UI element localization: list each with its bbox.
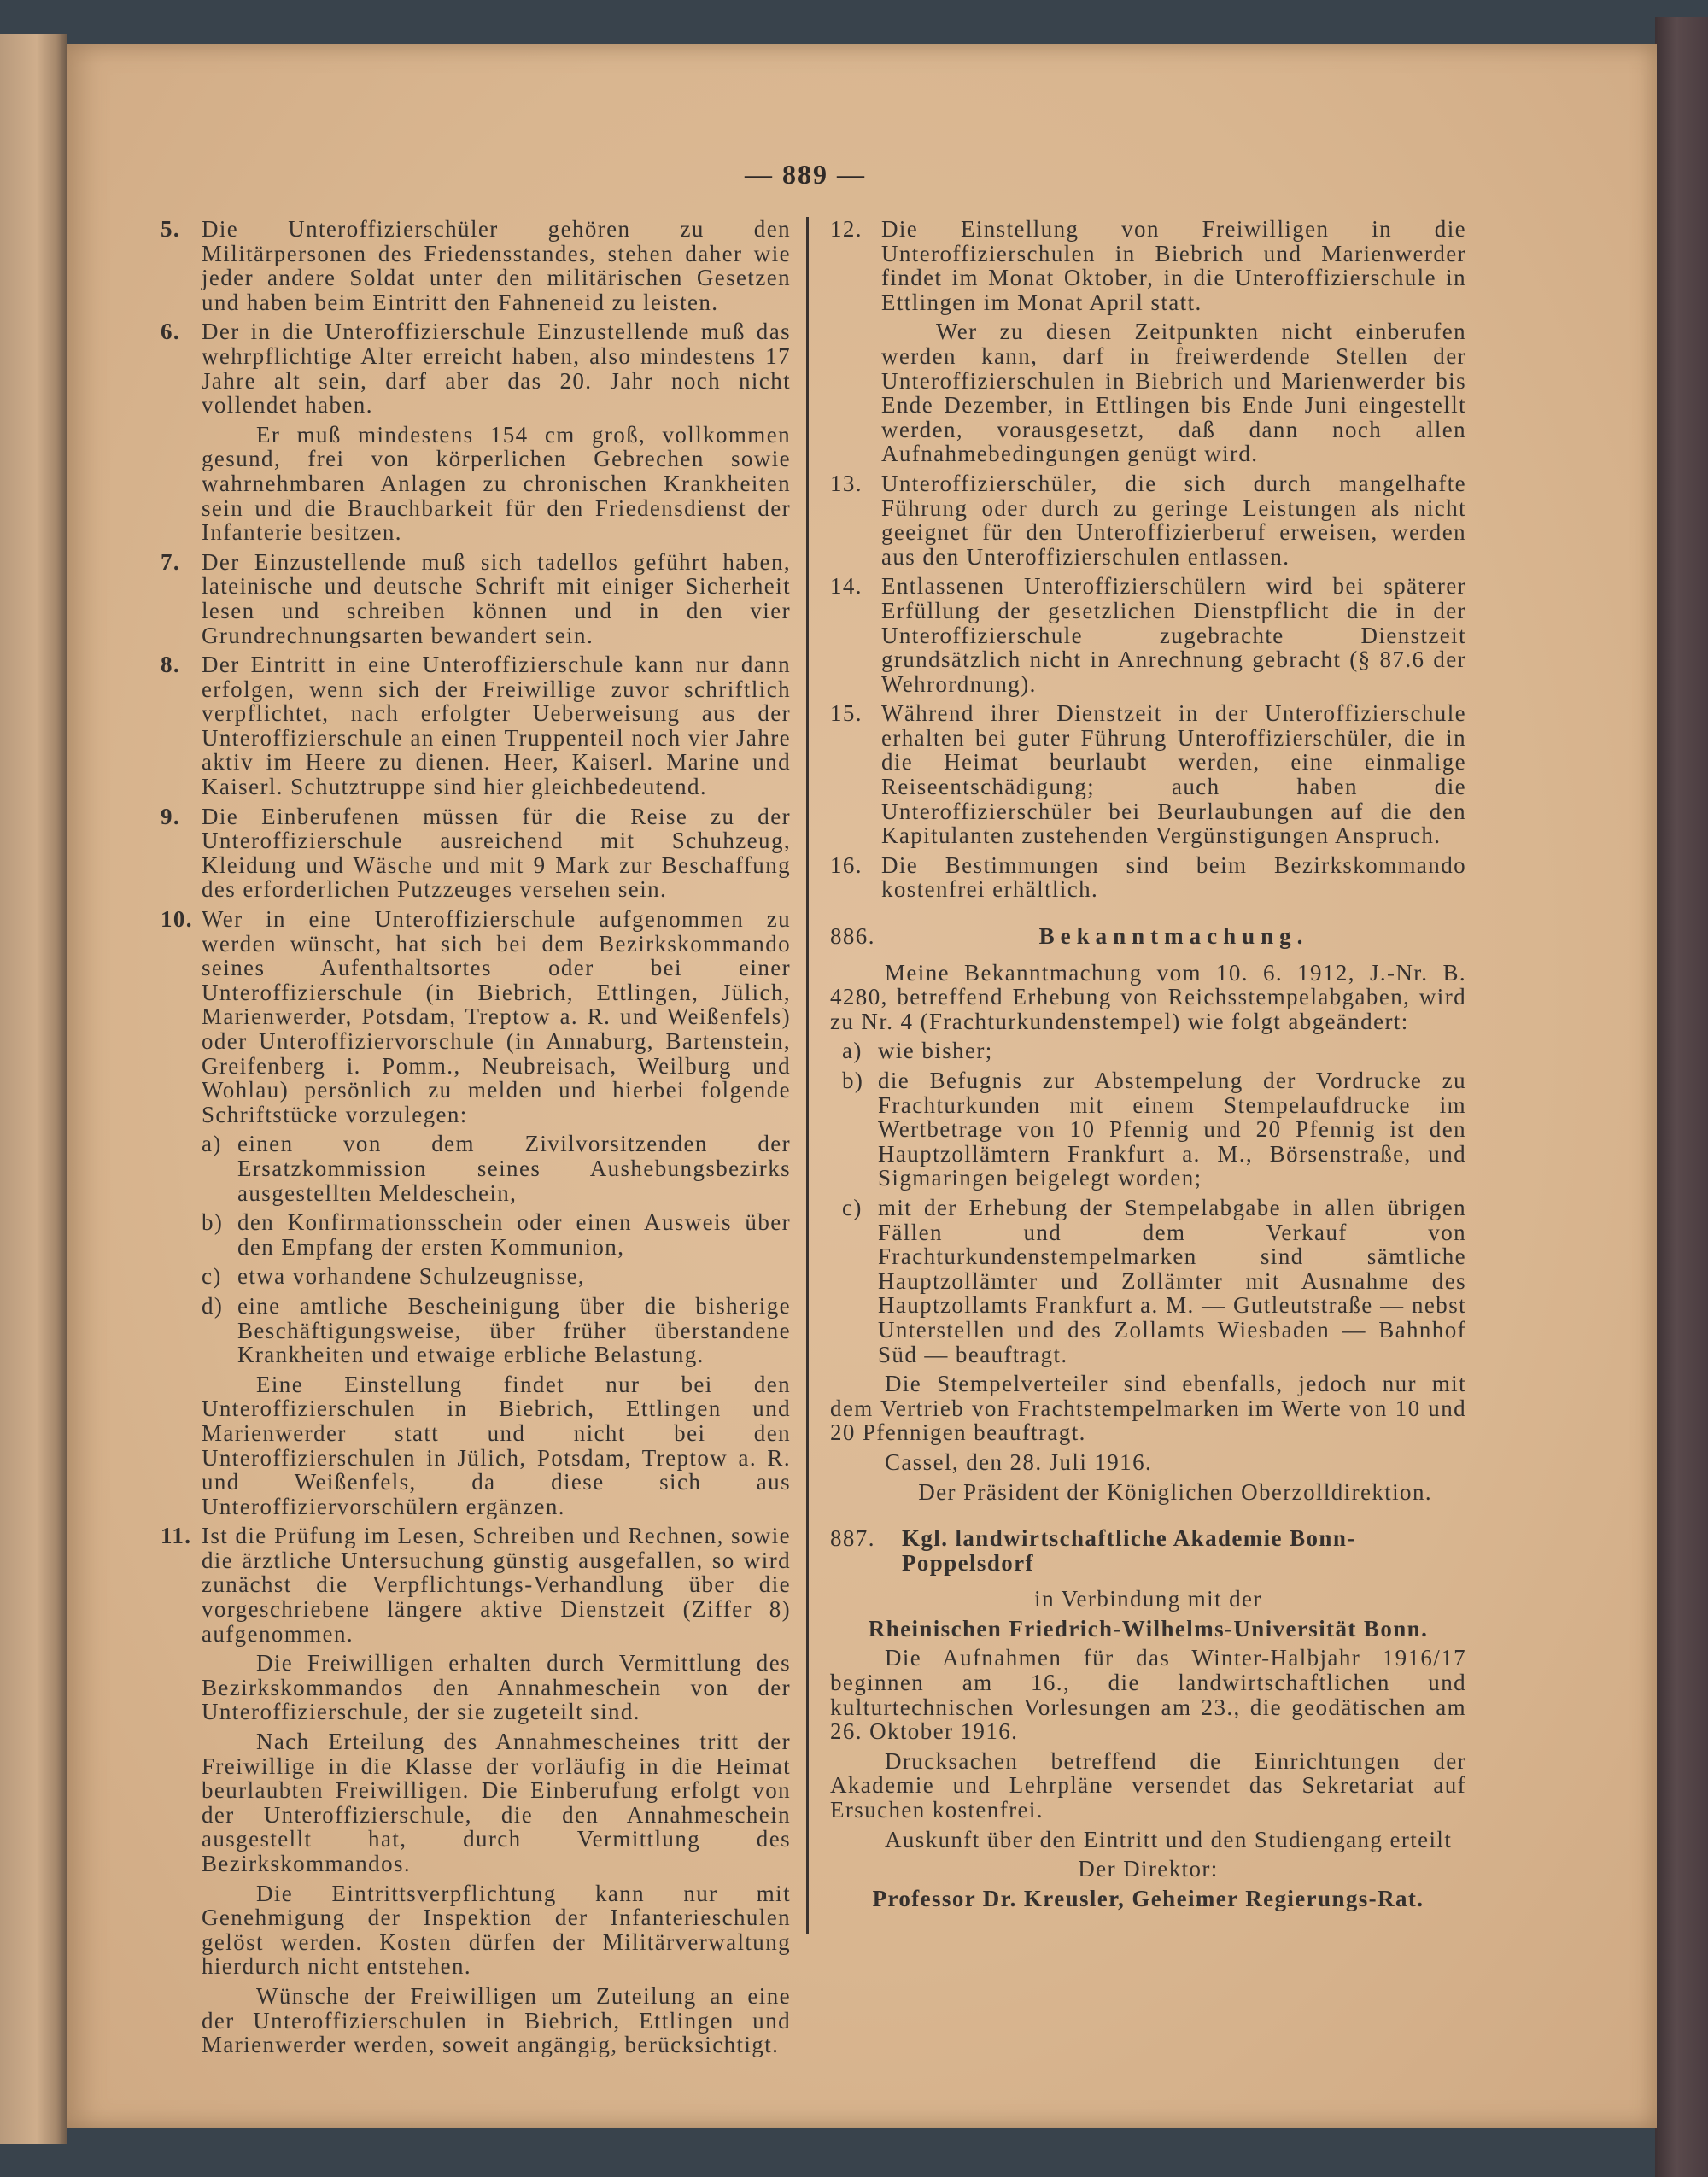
column-divider: [806, 217, 809, 1934]
item-number: 11.: [161, 1523, 192, 1549]
book-binding: [1655, 17, 1708, 2177]
signature: Der Präsident der Königlichen Oberzolldirektion.: [918, 1478, 1432, 1505]
paragraph: Nach Erteilung des Annahmescheines tritt der Freiwillige in die Klasse der vorläufig in die Heimat beurlaubten Freiwilligen. Die Einberufung erfolgt von der Unteroffizierschule, die den Annahmeschein ausgestellt hat, durch Vermittlung des Bezirkskommandos.: [202, 1729, 791, 1876]
item-text: Während ihrer Dienstzeit in der Unteroffizierschule erhalten bei guter Führung Unteroffizierschüler, die in die Heimat beurlaubt werden, eine einmalige Reiseentschädigung; auch haben die Unteroffizierschüler bei Beurlaubungen auf die den Kapitulanten zustehenden Vergünstigungen Anspruch.: [881, 700, 1466, 849]
left-column: [161, 217, 791, 2063]
item-number: a): [202, 1131, 222, 1157]
paragraph: Wer zu diesen Zeitpunkten nicht einberufen werden kann, darf in freiwerdende Stellen der Unteroffizierschulen in Biebrich und Marienwerder bis Ende Dezember, in Ettlingen bis Ende Juni eingestellt werden, vorausgesetzt, daß dann noch allen Aufnahmebedingungen genügt wird.: [881, 319, 1466, 467]
section-heading: [830, 1526, 1466, 1575]
numbered-item: [161, 1524, 791, 1646]
adjacent-page-edge: [0, 34, 67, 2144]
paragraph: Eine Einstellung findet nur bei den Unteroffizierschulen in Biebrich, Ettlingen und Marienwerder statt und nicht bei den Unteroffizierschulen in Jülich, Potsdam, Treptow a. R. und Weißenfels, da diese sich aus Unteroffiziervorschülern ergänzen.: [202, 1371, 791, 1519]
paragraph: Meine Bekanntmachung vom 10. 6. 1912, J.-Nr. B. 4280, betreffend Erhebung von Reichsstempelabgaben, wird zu Nr. 4 (Frachturkundenstempel) wie folgt abgeändert:: [830, 959, 1466, 1034]
centered-title: Rheinischen Friedrich-Wilhelms-Universität Bonn.: [868, 1615, 1429, 1642]
page-number: — 889 —: [745, 159, 866, 190]
paragraph: Drucksachen betreffend die Einrichtungen der Akademie und Lehrpläne versendet das Sekretariat auf Ersuchen kostenfrei.: [830, 1747, 1466, 1823]
sub-item: [842, 1068, 1466, 1191]
right-column: [830, 217, 1466, 1916]
item-number: c): [202, 1263, 222, 1290]
item-text: Entlassenen Unteroffizierschülern wird bei späterer Erfüllung der gesetzlichen Dienstpflicht die in der Unteroffizierschule zugebrachte Dienstzeit grundsätzlich nicht in Anrechnung gebracht (§ 87.6 der Wehrordnung).: [881, 573, 1466, 697]
item-text: Kgl. landwirtschaftliche Akademie Bonn-Poppelsdorf: [902, 1525, 1356, 1576]
item-text: die Befugnis zur Abstempelung der Vordrucke zu Frachturkunden mit einem Stempelaufdrucke im Wertbetrage von 10 Pfennig und 20 Pfennig ist den Hauptzollämtern Frankfurt a. M., Börsenstraße, und Sigmaringen beigelegt worden;: [878, 1068, 1466, 1191]
item-number: d): [202, 1292, 224, 1319]
paragraph: Die Aufnahmen für das Winter-Halbjahr 1916/17 beginnen am 16., die landwirtschaftlichen und kulturtechnischen Vorlesungen am 23., die geodätischen am 26. Oktober 1916.: [830, 1645, 1466, 1745]
sub-item: [202, 1264, 791, 1289]
paragraph: Auskunft über den Eintritt und den Studiengang erteilt: [885, 1826, 1453, 1852]
sub-item: [202, 1132, 791, 1205]
item-text: Wer in eine Unteroffizierschule aufgenommen zu werden wünscht, hat sich bei dem Bezirkskommando seines Aufenthaltsortes oder bei einer Unteroffizierschule (in Biebrich, Ettlingen, Jülich, Marienwerder, Potsdam, Treptow a. R. und Weißenfels) oder Unteroffiziervorschule (in Annaburg, Bartenstein, Greifenberg i. Pomm., Neubreisach, Weilburg und Wohlau) persönlich zu melden und hierbei folgende Schriftstücke vorzulegen:: [202, 906, 791, 1127]
numbered-item: [830, 217, 1466, 314]
item-text: Die Bestimmungen sind beim Bezirkskommando kostenfrei erhältlich.: [881, 851, 1466, 903]
item-number: b): [842, 1068, 864, 1093]
sub-item: [842, 1196, 1466, 1366]
item-text: Der Einzustellende muß sich tadellos geführt haben, lateinische und deutsche Schrift mit einiger Sicherheit lesen und schreiben können und in den vier Grundrechnungsarten bewandert sein.: [202, 548, 791, 648]
item-text: Unteroffizierschüler, die sich durch mangelhafte Führung oder durch zu geringe Leistungen als nicht geeignet für den Unteroffizierberuf erweisen, werden aus den Unteroffizierschulen entlassen.: [881, 470, 1466, 570]
item-number: b): [202, 1209, 224, 1236]
item-text: eine amtliche Bescheinigung über die bisherige Beschäftigungsweise, über früher überstandene Krankheiten und etwaige erbliche Belastung.: [237, 1292, 791, 1368]
item-number: 5.: [161, 216, 181, 242]
numbered-item: [830, 574, 1466, 696]
item-text: mit der Erhebung der Stempelabgabe in allen übrigen Fällen und dem Verkauf von Frachturkundenstempelmarken sind sämtliche Hauptzollämter und Zollämter mit Ausnahme des Hauptzollamts Frankfurt a. M. — Gutleutstraße — nebst Unterstellen und des Zollamts Wiesbaden — Bahnhof Süd — beauftragt.: [878, 1194, 1466, 1367]
item-text: einen von dem Zivilvorsitzenden der Ersatzkommission seines Aushebungsbezirks ausgestellten Meldeschein,: [237, 1131, 791, 1206]
item-number: 12.: [830, 216, 863, 242]
paragraph: Er muß mindestens 154 cm groß, vollkommen gesund, frei von körperlichen Gebrechen sowie wahrnehmbaren Anlagen zu chronischen Krankheiten sein und die Brauchbarkeit für den Friedensdienst der Infanterie besitzen.: [202, 421, 791, 546]
item-text: Die Einberufenen müssen für die Reise zu der Unteroffizierschule ausreichend mit Schuhzeug, Kleidung und Wäsche und mit 9 Mark zur Beschaffung des erforderlichen Putzzeuges versehen sein.: [202, 803, 791, 903]
item-text: den Konfirmationsschein oder einen Ausweis über den Empfang der ersten Kommunion,: [237, 1209, 791, 1260]
sub-item: [842, 1039, 1466, 1063]
numbered-item: [161, 805, 791, 902]
item-number: 886.: [830, 923, 875, 950]
centered-title: Professor Dr. Kreusler, Geheimer Regierungs-Rat.: [872, 1885, 1424, 1911]
numbered-item: [161, 217, 791, 314]
section-heading: [830, 924, 1466, 949]
item-text: Die Unteroffizierschüler gehören zu den Militärpersonen des Friedensstandes, stehen daher wie jeder andere Soldat unter den militärischen Gesetzen und haben beim Eintritt den Fahneneid zu leisten.: [202, 216, 791, 315]
item-number: a): [842, 1038, 863, 1064]
item-text: Ist die Prüfung im Lesen, Schreiben und Rechnen, sowie die ärztliche Untersuchung günstig ausgefallen, so wird zunächst die Verpflichtungs-Verhandlung über die vorgeschriebene längere aktive Dienstzeit (Ziffer 8) aufgenommen.: [202, 1523, 791, 1647]
item-number: c): [842, 1194, 863, 1220]
item-text: Der Eintritt in eine Unteroffizierschule kann nur dann erfolgen, wenn sich der Freiwillige zuvor schriftlich verpflichtet, nach erfolgter Ueberweisung aus der Unteroffizierschule an einen Truppenteil noch vier Jahre aktiv im Heere zu dienen. Heer, Kaiserl. Marine und Kaiserl. Schutztruppe sind hier gleichbedeutend.: [202, 652, 791, 800]
item-text: wie bisher;: [878, 1038, 993, 1064]
item-number: 7.: [161, 548, 181, 575]
item-number: 6.: [161, 319, 181, 345]
paragraph: Die Stempelverteiler sind ebenfalls, jedoch nur mit dem Vertrieb von Frachtstempelmarken im Werte von 10 und 20 Pfennigen beauftragt.: [830, 1371, 1466, 1446]
paragraph: Wünsche der Freiwilligen um Zuteilung an eine der Unteroffizierschulen in Biebrich, Ettlingen und Marienwerder werden, soweit angängig, berücksichtigt.: [202, 1982, 791, 2058]
item-number: 887.: [830, 1525, 875, 1552]
item-text: Die Einstellung von Freiwilligen in die Unteroffizierschulen in Biebrich und Marienwerder findet im Monat Oktober, in die Unteroffizierschule in Ettlingen im Monat April statt.: [881, 216, 1466, 315]
numbered-item: [830, 471, 1466, 569]
place-date: Cassel, den 28. Juli 1916.: [885, 1448, 1153, 1475]
numbered-item: [161, 319, 791, 417]
paragraph: Die Freiwilligen erhalten durch Vermittlung des Bezirkskommandos den Annahmeschein von der Unteroffizierschule, der sie zugeteilt sind.: [202, 1650, 791, 1725]
centered-line: in Verbindung mit der: [1034, 1586, 1262, 1612]
item-number: 15.: [830, 700, 863, 727]
item-number: 13.: [830, 470, 863, 496]
centered-line: Der Direktor:: [1078, 1856, 1219, 1882]
item-number: 16.: [830, 851, 863, 878]
paragraph: Die Eintrittsverpflichtung kann nur mit Genehmigung der Inspektion der Infanterieschulen gelöst werden. Kosten dürfen der Militärverwaltung hierdurch nicht entstehen.: [202, 1880, 791, 1980]
numbered-item: [830, 853, 1466, 902]
item-text: Der in die Unteroffizierschule Einzustellende muß das wehrpflichtige Alter erreicht haben, also mindestens 17 Jahre alt sein, darf aber das 20. Jahr noch nicht vollendet haben.: [202, 319, 791, 418]
item-number: 9.: [161, 803, 181, 829]
sub-item: [202, 1294, 791, 1367]
item-number: 14.: [830, 573, 863, 600]
numbered-item: [161, 907, 791, 1127]
item-number: 10.: [161, 906, 193, 933]
item-number: 8.: [161, 652, 181, 678]
item-text: etwa vorhandene Schulzeugnisse,: [237, 1263, 586, 1290]
numbered-item: [161, 653, 791, 799]
numbered-item: [830, 701, 1466, 848]
sub-item: [202, 1210, 791, 1259]
item-text: Bekanntmachung.: [1038, 923, 1309, 950]
numbered-item: [161, 550, 791, 647]
